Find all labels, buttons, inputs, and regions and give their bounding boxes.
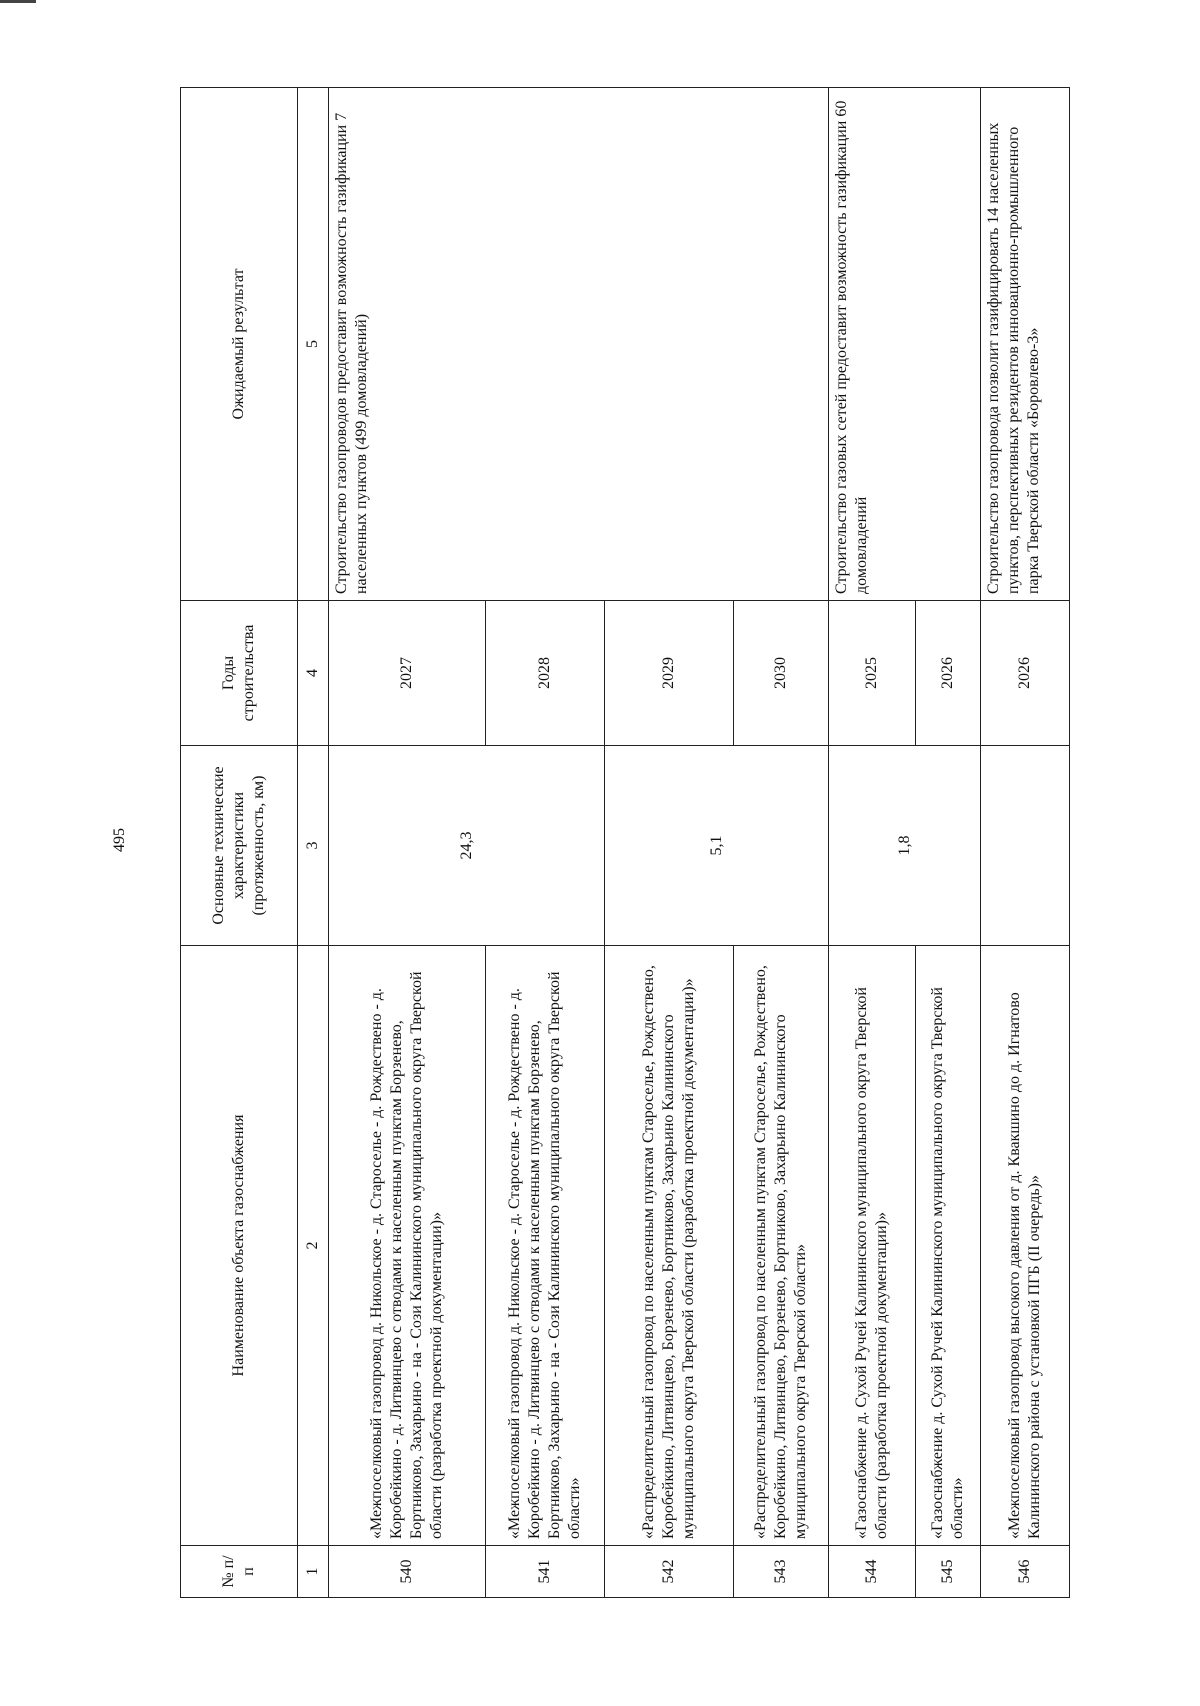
row-number: 541 [486, 1546, 605, 1598]
expected-result: Строительство газопровода позволит газифицировать 14 населенных пунктов, перспективных резидентов инновационно-промышленного парка Тверской области «Боровлево-3» [981, 88, 1070, 601]
object-name: «Газоснабжение д. Сухой Ручей Калининского муниципального округа Тверской области» [916, 946, 981, 1546]
row-number: 544 [829, 1546, 916, 1598]
table-row [329, 88, 486, 1598]
object-name: «Межпоселковый газопровод высокого давления от д. Квакшино до д. Игнатово Калининского района с установкой ПГБ (II очередь)» [981, 946, 1070, 1546]
row-number: 540 [329, 1546, 486, 1598]
length-value [981, 746, 1070, 946]
length-value: 24,3 [329, 746, 605, 946]
header-num: № п/п [181, 1546, 298, 1598]
col-number-5: 5 [298, 88, 329, 601]
gas-supply-table [180, 87, 1070, 1598]
length-value: 1,8 [829, 746, 981, 946]
object-name: «Газоснабжение д. Сухой Ручей Калининского муниципального округа Тверской области (разработка проектной документации)» [829, 946, 916, 1546]
col-number-4: 4 [298, 601, 329, 746]
gas-supply-table-container [180, 88, 1180, 1598]
column-numbers-row [298, 88, 329, 1598]
expected-result: Строительство газовых сетей предоставит возможность газификации 60 домовладений [829, 88, 981, 601]
header-specs: Основные технические характеристики (протяженность, км) [181, 746, 298, 946]
header-row [181, 88, 298, 1598]
construction-year: 2028 [486, 601, 605, 746]
header-name: Наименование объекта газоснабжения [181, 946, 298, 1546]
scan-mark-top [0, 0, 36, 3]
length-value: 5,1 [605, 746, 829, 946]
construction-year: 2026 [981, 601, 1070, 746]
expected-result: Строительство газопроводов предоставит возможность газификации 7 населенных пунктов (499 домовладений) [329, 88, 829, 601]
construction-year: 2029 [605, 601, 734, 746]
row-number: 546 [981, 1546, 1070, 1598]
construction-year: 2027 [329, 601, 486, 746]
col-number-1: 1 [298, 1546, 329, 1598]
header-result: Ожидаемый результат [181, 88, 298, 601]
object-name: «Межпоселковый газопровод д. Никольское - д. Староселье - д. Рождествено - д. Коробейкино - д. Литвинцево с отводами к населенным пунктам Борзенево, Бортниково, Захарьино - на - Сози Калининского муниципального округа Тверской области» [486, 946, 605, 1546]
row-number: 543 [734, 1546, 829, 1598]
header-years: Годы строительства [181, 601, 298, 746]
object-name: «Распределительный газопровод по населенным пунктам Староселье, Рождествено, Коробейкино, Литвинцево, Борзенево, Бортниково, Захарьино Калининского муниципального округа Тверской области (разработка проектной документации)» [605, 946, 734, 1546]
page-number-text: 495 [111, 828, 128, 852]
row-number: 545 [916, 1546, 981, 1598]
object-name: «Распределительный газопровод по населенным пунктам Староселье, Рождествено, Коробейкино, Литвинцево, Борзенево, Бортниково, Захарьино Калининского муниципального округа Тверской области» [734, 946, 829, 1546]
col-number-3: 3 [298, 746, 329, 946]
construction-year: 2030 [734, 601, 829, 746]
row-number: 542 [605, 1546, 734, 1598]
object-name: «Межпоселковый газопровод д. Никольское - д. Староселье - д. Рождествено - д. Коробейкино - д. Литвинцево с отводами к населенным пунктам Борзенево, Бортниково, Захарьино - на - Сози Калининского муниципального округа Тверской области (разработка проектной документации)» [329, 946, 486, 1546]
table-row [981, 88, 1070, 1598]
col-number-2: 2 [298, 946, 329, 1546]
construction-year: 2025 [829, 601, 916, 746]
table-row [829, 88, 916, 1598]
construction-year: 2026 [916, 601, 981, 746]
